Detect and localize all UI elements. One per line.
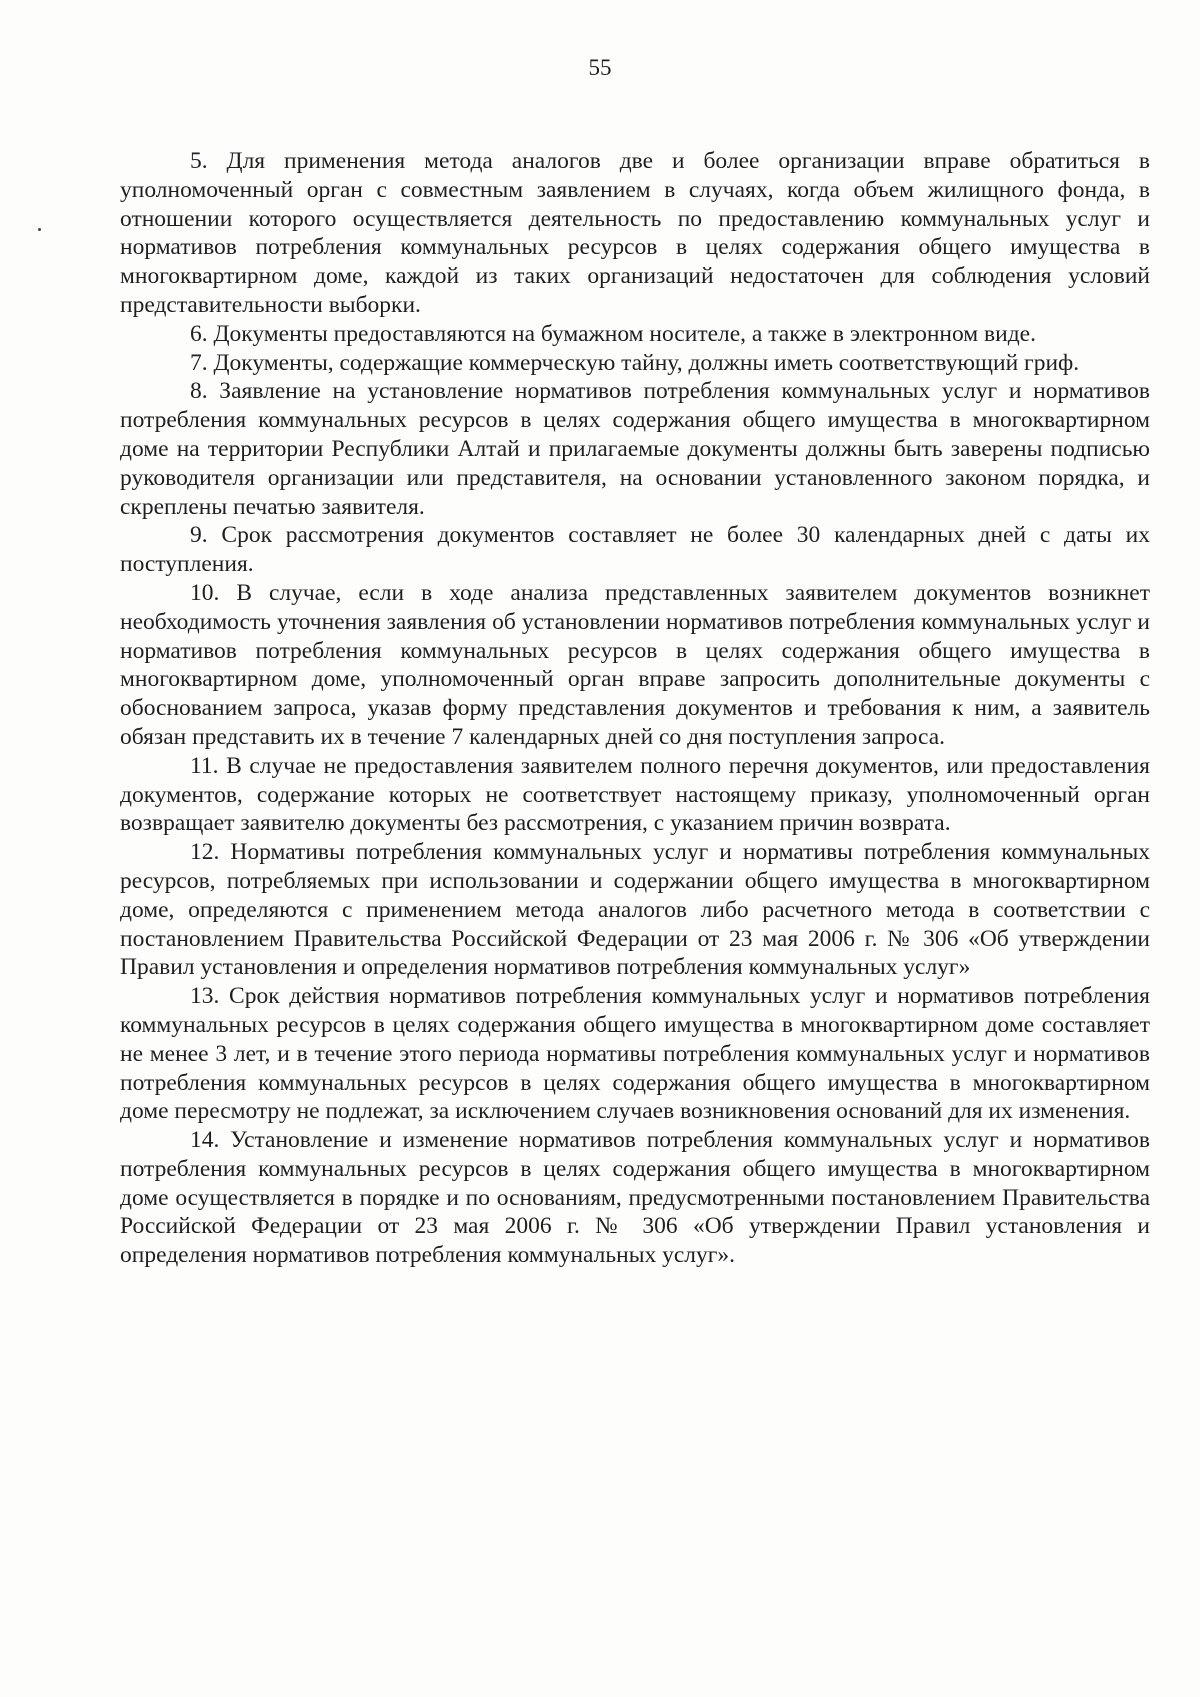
paragraph-9: 9. Срок рассмотрения документов составляет не более 30 календарных дней с даты их поступления.: [120, 522, 1150, 578]
page-number: 55: [588, 55, 612, 80]
scan-speck: [38, 228, 41, 231]
paragraph-12: 12. Нормативы потребления коммунальных услуг и нормативы потребления коммунальных ресурсов, потребляемых при использовании и содержании общего имущества в многоквартирном доме, определяются с применением метода аналогов либо расчетного метода в соответствии с постановлением Правительства Российской Федерации от 23 мая 2006 г. № 306 «Об утверждении Правил установления и определения нормативов потребления коммунальных услуг»: [120, 839, 1150, 981]
paragraph-7: 7. Документы, содержащие коммерческую тайну, должны иметь соответствующий гриф.: [190, 349, 1080, 376]
paragraph-13: 13. Срок действия нормативов потребления коммунальных услуг и нормативов потребления коммунальных ресурсов в целях содержания общего имущества в многоквартирном доме составляет не менее 3 лет, и в течение этого периода нормативы потребления коммунальных услуг и нормативов потребления коммунальных ресурсов в целях содержания общего имущества в многоквартирном доме пересмотру не подлежат, за исключением случаев возникновения оснований для их изменения.: [120, 983, 1150, 1125]
paragraph-5: 5. Для применения метода аналогов две и более организации вправе обратиться в уполномоченный орган с совместным заявлением в случаях, когда объем жилищного фонда, в отношении которого осуществляется деятельность по предоставлению коммунальных услуг и нормативов потребления коммунальных ресурсов в целях содержания общего имущества в многоквартирном доме, каждой из таких организаций недостаточен для соблюдения условий представительности выборки.: [120, 148, 1150, 318]
paragraph-6: 6. Документы предоставляются на бумажном носителе, а также в электронном виде.: [190, 320, 1036, 347]
paragraph-11: 11. В случае не предоставления заявителем полного перечня документов, или предоставления документов, содержание которых не соответствует настоящему приказу, уполномоченный орган возвращает заявителю документы без рассмотрения, с указанием причин возврата.: [120, 752, 1150, 837]
paragraph-14: 14. Установление и изменение нормативов потребления коммунальных услуг и нормативов потребления коммунальных ресурсов в целях содержания общего имущества в многоквартирном доме осуществляется в порядке и по основаниям, предусмотренными постановлением Правительства Российской Федерации от 23 мая 2006 г. № 306 «Об утверждении Правил установления и определения нормативов потребления коммунальных услуг».: [120, 1127, 1150, 1269]
document-body: [120, 147, 1150, 1270]
paragraph-8: 8. Заявление на установление нормативов потребления коммунальных услуг и нормативов потребления коммунальных ресурсов в целях содержания общего имущества в многоквартирном доме на территории Республики Алтай и прилагаемые документы должны быть заверены подписью руководителя организации или представителя, на основании установленного законом порядка, и скреплены печатью заявителя.: [120, 378, 1150, 520]
paragraph-10: 10. В случае, если в ходе анализа представленных заявителем документов возникнет необходимость уточнения заявления об установлении нормативов потребления коммунальных услуг и нормативов потребления коммунальных ресурсов в целях содержания общего имущества в многоквартирном доме, уполномоченный орган вправе запросить дополнительные документы с обоснованием запроса, указав форму представления документов и требования к ним, а заявитель обязан представить их в течение 7 календарных дней со дня поступления запроса.: [120, 579, 1150, 750]
